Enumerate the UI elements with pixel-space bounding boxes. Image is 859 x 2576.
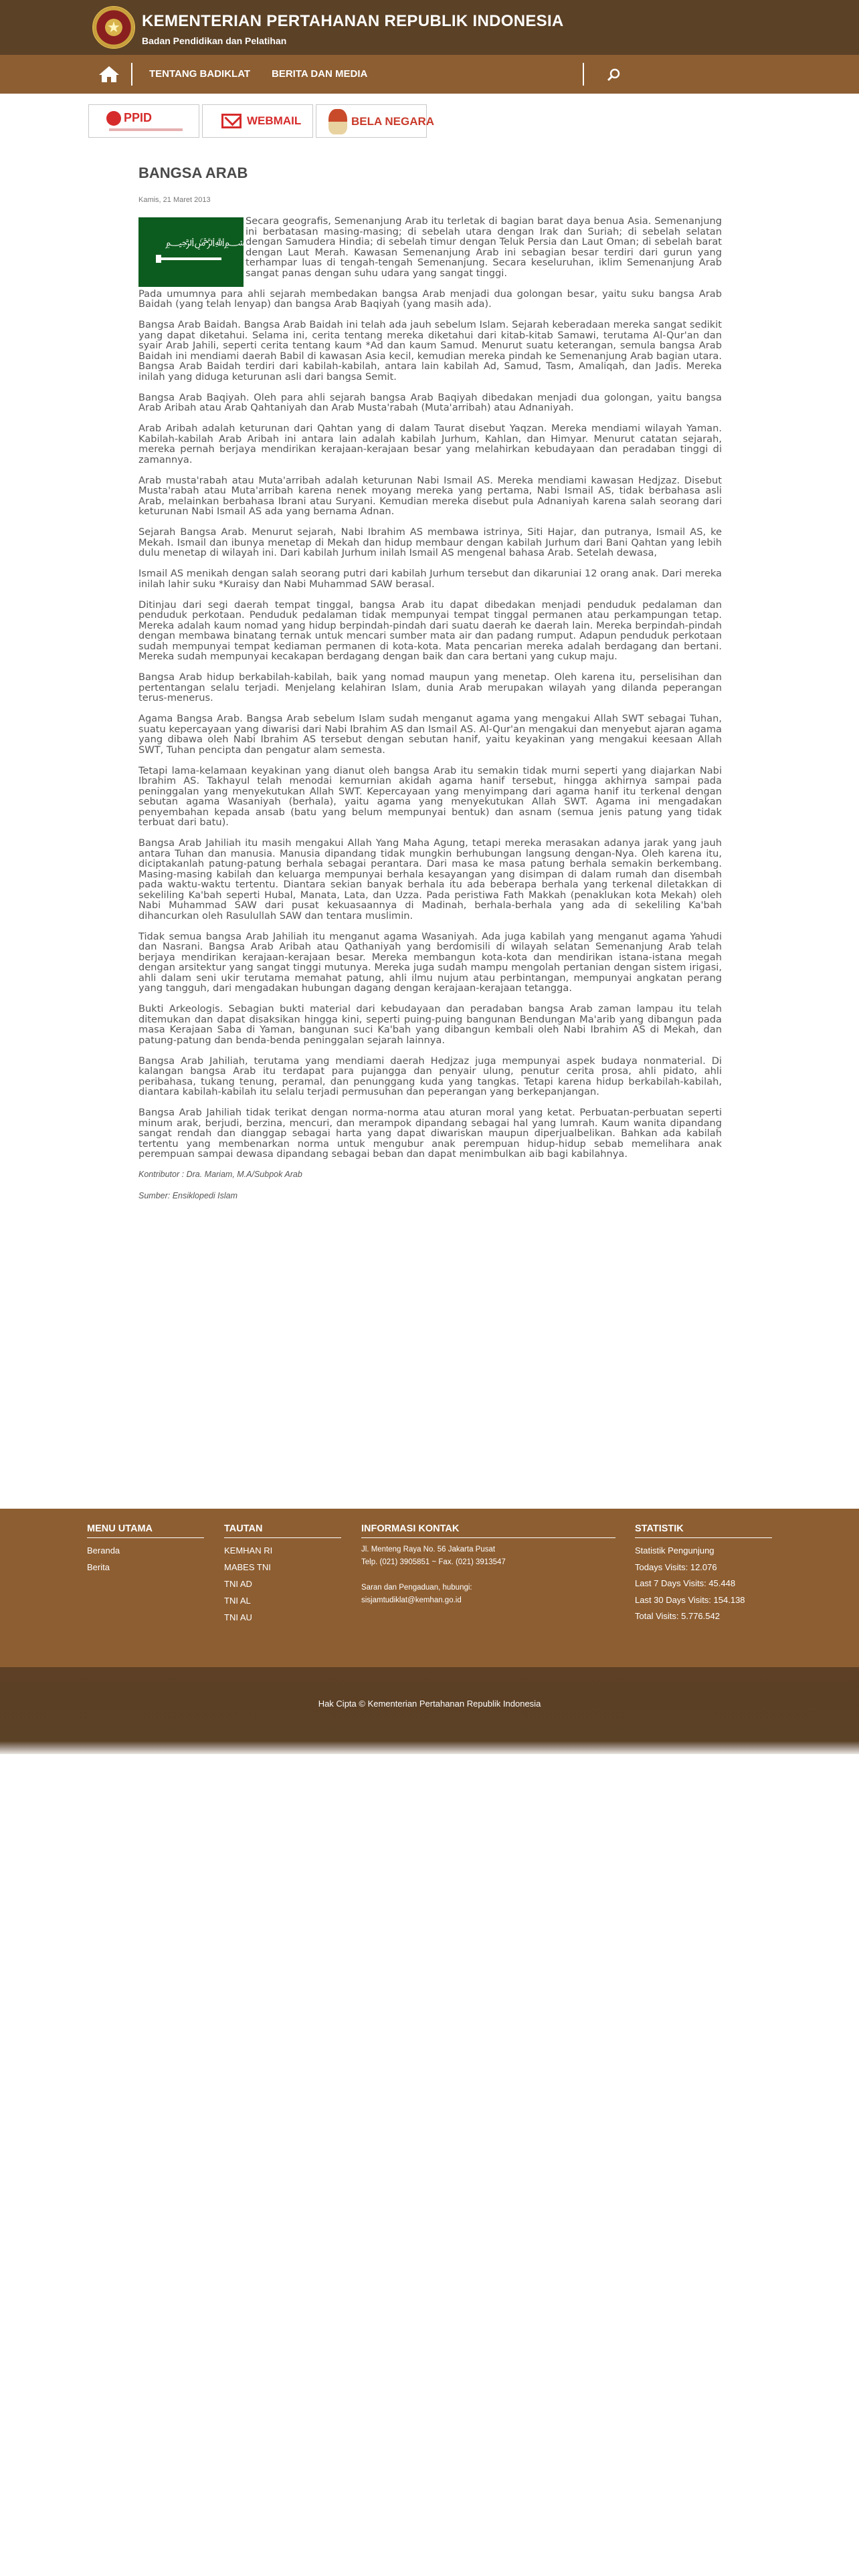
home-icon[interactable]	[98, 66, 120, 83]
article-paragraph: Arab Aribah adalah keturunan dari Qahtan yang di dalam Taurat disebut Yaqzan. Mereka mendiami wilayah Yaman. Kabilah-kabilah Arab Aribah ini antara lain adalah kabilah Jurhum, Kahlan, dan Himyar. Menurut catatan sejarah, mereka pernah berjaya mendirikan kerajaan-kerajaan besar yang melahirkan kebudayaan dan peradaban tinggi di zamannya.	[138, 423, 722, 465]
footer-menu-utama	[87, 1523, 204, 1579]
article-date: Kamis, 21 Maret 2013	[138, 196, 211, 204]
ppid-tagline	[109, 128, 183, 131]
webmail-banner-link[interactable]	[202, 104, 313, 138]
nav-item-tentang-badiklat[interactable]: TENTANG BADIKLAT	[149, 68, 251, 80]
footer-statistik	[635, 1523, 772, 1628]
article-paragraph: Secara geografis, Semenanjung Arab itu terletak di bagian barat daya benua Asia. Semenanjung ini berbatasan masing-masing; di sebelah utara dengan Irak dan Suriah; di sebelah selatan dengan Samudera Hindia; di sebelah timur dengan Teluk Persia dan Laut Oman; di sebelah barat dengan Laut Merah. Kawasan Semenanjung Arab ini sebagian besar terdiri dari gurun yang terhampar luas di tengah-tengah Semenanjung. Secara keseluruhan, iklim Semenanjung Arab sangat panas dengan suhu udara yang sangat tinggi.	[246, 215, 722, 279]
footer-heading: TAUTAN	[224, 1523, 341, 1538]
article-paragraph: Bangsa Arab Baqiyah. Oleh para ahli sejarah bangsa Arab Baqiyah dibedakan menjadi dua golongan, yaitu bangsa Arab Aribah atau Arab Qahtaniyah dan Arab Musta'rabah (Muta'arribah) atau Adnaniyah.	[138, 391, 722, 413]
ministry-title: KEMENTERIAN PERTAHANAN REPUBLIK INDONESIA	[142, 12, 564, 30]
saudi-flag-image	[138, 217, 248, 287]
article-paragraph: Bukti Arkeologis. Sebagian bukti material dari kebudayaan dan peradaban bangsa Arab zaman lampau itu telah ditemukan dan dapat disaksikan hingga kini, seperti puing-puing bangunan Bendungan Ma'arib yang dibangun pada masa Kerajaan Saba di Yaman, bangunan suci Ka'bah yang dibangun kembali oleh Nabi Ibrahim AS di Mekah, dan patung-patung dan benda-benda peninggalan sejarah lainnya.	[138, 1003, 722, 1046]
footer-link-tni-ad[interactable]: TNI AD	[224, 1579, 252, 1589]
footer-heading: STATISTIK	[635, 1523, 772, 1538]
contact-spacer	[361, 1571, 615, 1584]
contact-complaint-label: Saran dan Pengaduan, hubungi:	[361, 1584, 472, 1592]
article-paragraph: Arab musta'rabah atau Muta'arribah adalah keturunan Nabi Ismail AS. Mereka mendiami kawasan Hedjzaz. Disebut Musta'rabah atau Muta'arribah karena nenek moyang mereka yang pertama, Nabi Ismail AS, tidak berbahasa asli Arab, melainkan berbahasa Ibrani atau Suryani. Kemudian mereka disebut pula Adnaniyah karena salah seorang dari keturunan Nabi Ismail AS ada yang bernama Adnan.	[138, 474, 722, 517]
sword-icon	[161, 257, 221, 260]
search-icon[interactable]	[605, 66, 623, 84]
ppid-banner-link[interactable]	[88, 104, 199, 138]
footer-link-mabes-tni[interactable]: MABES TNI	[224, 1562, 271, 1572]
shahada-script: ﷽	[165, 235, 248, 248]
article-paragraph: Ditinjau dari segi daerah tempat tinggal, bangsa Arab itu dapat dibedakan menjadi penduduk pedalaman dan penduduk perkotaan. Penduduk pedalaman tidak mempunyai tempat tinggal permanen atau perkampungan tetap. Mereka adalah kaum nomad yang hidup berpindah-pindah dari suatu daerah ke daerah lain. Mereka berpindah-pindah dengan membawa binatang ternak untuk mencari sumber mata air dan padang rumput. Adapun penduduk perkotaan sudah mempunyai tempat kediaman permanen di kota-kota. Mata pencarian mereka adalah berdagang dan bertani. Mereka sudah mempunyai kecakapan berdagang dengan baik dan cara bertani yang cukup maju.	[138, 599, 722, 662]
footer-link-kemhan[interactable]: KEMHAN RI	[224, 1545, 273, 1555]
stat-last-30-days: Last 30 Days Visits: 154.138	[635, 1594, 745, 1605]
nav-divider	[583, 63, 584, 86]
article-body	[138, 216, 722, 1200]
footer-kontak	[361, 1523, 615, 1609]
article-source: Sumber: Ensiklopedi Islam	[138, 1191, 237, 1200]
ppid-label: PPID	[124, 111, 153, 124]
stat-total: Total Visits: 5.776.542	[635, 1611, 720, 1621]
article-paragraph: Bangsa Arab Jahiliah, terutama yang mendiami daerah Hedjzaz juga mempunyai aspek budaya nonmaterial. Di kalangan bangsa Arab itu terdapat para pujangga dan penyair ulung, penutur cerita prosa, ahli pidato, ahli peribahasa, tukang tenung, peramal, dan penunggang kuda yang tangkas. Tetapi karena hidup berkabilah-kabilah, diantara kabilah-kabilah itu selalu terjadi permusuhan dan peperangan yang berkepanjangan.	[138, 1055, 722, 1097]
contact-email[interactable]: sisjamtudiklat@kemhan.go.id	[361, 1596, 462, 1604]
copyright-text: Hak Cipta © Kementerian Pertahanan Republik Indonesia	[318, 1699, 541, 1709]
site-footer	[0, 1509, 859, 1667]
footer-link-berita[interactable]: Berita	[87, 1562, 110, 1572]
nav-item-berita-dan-media[interactable]: BERITA DAN MEDIA	[272, 68, 368, 80]
article-paragraph: Bangsa Arab Jahiliah itu masih mengakui Allah Yang Maha Agung, tetapi mereka merasakan adanya jarak yang jauh antara Tuhan dan manusia. Manusia dipandang tidak mungkin berhubungan langsung dengan-Nya. Oleh karena itu, diciptakanlah patung-patung berhala sebagai perantara. Dari masa ke masa patung berhala semakin berkembang. Masing-masing kabilah dan keluarga mempunyai berhala kesayangan yang disimpan di dalam rumah dan disembah pada waktu-waktu tertentu. Diantara sekian banyak berhala itu ada beberapa berhala yang terkenal diletakkan di sekeliling Ka'bah seperti Hubal, Manata, Lata, dan Uzza. Pada peristiwa Fath Makkah (penaklukan kota Mekah) oleh Nabi Muhammad SAW dari pusat kekuasaannya di Madinah, berhala-berhala yang ada di sekeliling Ka'bah dihancurkan oleh Rasulullah SAW dan tentara muslimin.	[138, 837, 722, 922]
main-nav	[0, 55, 859, 94]
article-paragraph: Ismail AS menikah dengan salah seorang putri dari kabilah Jurhum tersebut dan dikaruniai 12 orang anak. Dari mereka inilah lahir suku *Kuraisy dan Nabi Muhammad SAW berasal.	[138, 568, 722, 590]
footer-link-tni-au[interactable]: TNI AU	[224, 1612, 252, 1622]
nav-divider	[131, 63, 132, 86]
article-paragraph: Bangsa Arab hidup berkabilah-kabilah, baik yang nomad maupun yang menetap. Oleh karena itu, perselisihan dan pertentangan selalu terjadi. Menjelang kelahiran Islam, dunia Arab merupakan wilayah yang dilanda peperangan terus-menerus.	[138, 671, 722, 704]
contact-phone: Telp. (021) 3905851 ~ Fax. (021) 3913547	[361, 1558, 506, 1566]
footer-link-tni-al[interactable]: TNI AL	[224, 1596, 251, 1606]
footer-link-beranda[interactable]: Beranda	[87, 1545, 120, 1555]
article-paragraph: Sejarah Bangsa Arab. Menurut sejarah, Nabi Ibrahim AS membawa istrinya, Siti Hajar, dan putranya, Ismail AS, ke Mekah. Ismail dan ibunya menetap di Mekah dan hidup membaur dengan kabilah Jurhum dari Bani Qahtan yang lebih dulu menetap di wilayah ini. Dari kabilah Jurhum inilah Ismail AS mengenal bahasa Arab. Setelah dewasa,	[138, 526, 722, 558]
footer-heading: INFORMASI KONTAK	[361, 1523, 615, 1538]
mail-icon	[221, 114, 242, 128]
article-title: BANGSA ARAB	[138, 165, 248, 181]
ministry-subtitle: Badan Pendidikan dan Pelatihan	[142, 35, 287, 46]
copyright-bar	[0, 1667, 859, 1754]
bela-negara-banner-link[interactable]	[316, 104, 435, 138]
article-paragraph: Tetapi lama-kelamaan keyakinan yang dianut oleh bangsa Arab itu semakin tidak murni seperti yang diajarkan Nabi Ibrahim AS. Takhayul telah menodai kemurnian akidah agama hanif tersebut, hingga akhirnya sampai pada peninggalan yang menyekutukan Allah SWT. Kepercayaan yang menyimpang dari agama hanif itu terkenal dengan sebutan agama Wasaniyah (berhala), yaitu agama yang menyekutukan Allah SWT. Agama ini mengadakan penyembahan kepada ansab (batu yang belum mempunyai bentuk) dan asnam (semua jenis patung yang tidak terbuat dari batu).	[138, 764, 722, 828]
article-paragraph: Tidak semua bangsa Arab Jahiliah itu menganut agama Wasaniyah. Ada juga kabilah yang menganut agama Yahudi dan Nasrani. Bangsa Arab Aribah atau Qathaniyah yang berdomisili di wilayah selatan Semenanjung Arab telah berjaya mendirikan kerajaan-kerajaan besar. Mereka membangun kota-kota dan mendirikan istana-istana megah dengan arsitektur yang sangat tinggi mutunya. Mereka juga sudah mampu mengolah pertanian dengan sistem irigasi, ahli dalam seni ukir terutama memahat patung, ahli ilmu nujum atau perbintangan, mempunyai angkatan perang yang tangguh, dari mengadakan hubungan dagang dengan kerajaan-kerajaan tetangga.	[138, 930, 722, 994]
stat-today: Todays Visits: 12.076	[635, 1562, 717, 1572]
footer-tautan	[224, 1523, 341, 1629]
ppid-logo-icon	[106, 111, 121, 126]
bela-negara-label: BELA NEGARA	[351, 115, 435, 128]
ministry-emblem-logo[interactable]	[92, 6, 135, 49]
footer-heading: MENU UTAMA	[87, 1523, 204, 1538]
stat-last-7-days: Last 7 Days Visits: 45.448	[635, 1578, 736, 1588]
article-paragraph: Bangsa Arab Baidah. Bangsa Arab Baidah ini telah ada jauh sebelum Islam. Sejarah keberadaan mereka sangat sedikit yang dapat diketahui. Selama ini, cerita tentang mereka diketahui dari kitab-kitab Samawi, terutama Al-Qur'an dan syair Arab Jahili, seperti cerita tentang kaum *Ad dan kaum Samud. Menurut suatu keterangan, semula bangsa Arab Baidah ini mendiami daerah Babil di kawasan Asia kecil, kemudian mereka pindah ke Semenanjung Arab bagian utara. Bangsa Arab Baidah terdiri dari kabilah-kabilah, antara lain kabilah Ad, Samud, Tasm, Amaliqah, dan Jadis. Mereka inilah yang diduga keturunan asli dari bangsa Semit.	[138, 319, 722, 383]
article-paragraph: Pada umumnya para ahli sejarah membedakan bangsa Arab menjadi dua golongan besar, yaitu suku bangsa Arab Baidah (yang telah lenyap) dan bangsa Arab Baqiyah (yang masih ada).	[138, 288, 722, 310]
article-contributor: Kontributor : Dra. Mariam, M.A/Subpok Arab	[138, 1170, 302, 1179]
article	[138, 165, 722, 1212]
contact-address: Jl. Menteng Raya No. 56 Jakarta Pusat	[361, 1545, 496, 1553]
article-paragraph: Agama Bangsa Arab. Bangsa Arab sebelum Islam sudah menganut agama yang mengakui Allah SWT sebagai Tuhan, suatu kepercayaan yang diwarisi dari Nabi Ibrahim AS dan Ismail AS. Al-Qur'an mengakui dan menyebut ajaran agama yang dibawa oleh Nabi Ibrahim AS tersebut dengan sebutan hanif, yaitu keyakinan yang mengakui keesaan Allah SWT, Tuhan pencipta dan pengatur alam semesta.	[138, 713, 722, 756]
bela-negara-emblem-icon	[328, 109, 347, 134]
article-paragraph: Bangsa Arab Jahiliah tidak terikat dengan norma-norma atau aturan moral yang ketat. Perbuatan-perbuatan seperti minum arak, berjudi, berzina, mencuri, dan merampok dipandang sebagai hal yang lumrah. Kaum wanita dipandang sangat rendah dan dianggap sebagai harta yang dapat diwariskan maupun diperjualbelikan. Bahkan ada kabilah tertentu yang membenarkan norma untuk mengubur anak perempuan hidup-hidup sebab memelihara anak perempuan sampai dewasa dipandang sebagai beban dan dapat menimbulkan aib bagi kabilahnya.	[138, 1107, 722, 1160]
site-header	[0, 0, 859, 55]
stat-label: Statistik Pengunjung	[635, 1545, 714, 1555]
webmail-label: WEBMAIL	[247, 114, 302, 127]
